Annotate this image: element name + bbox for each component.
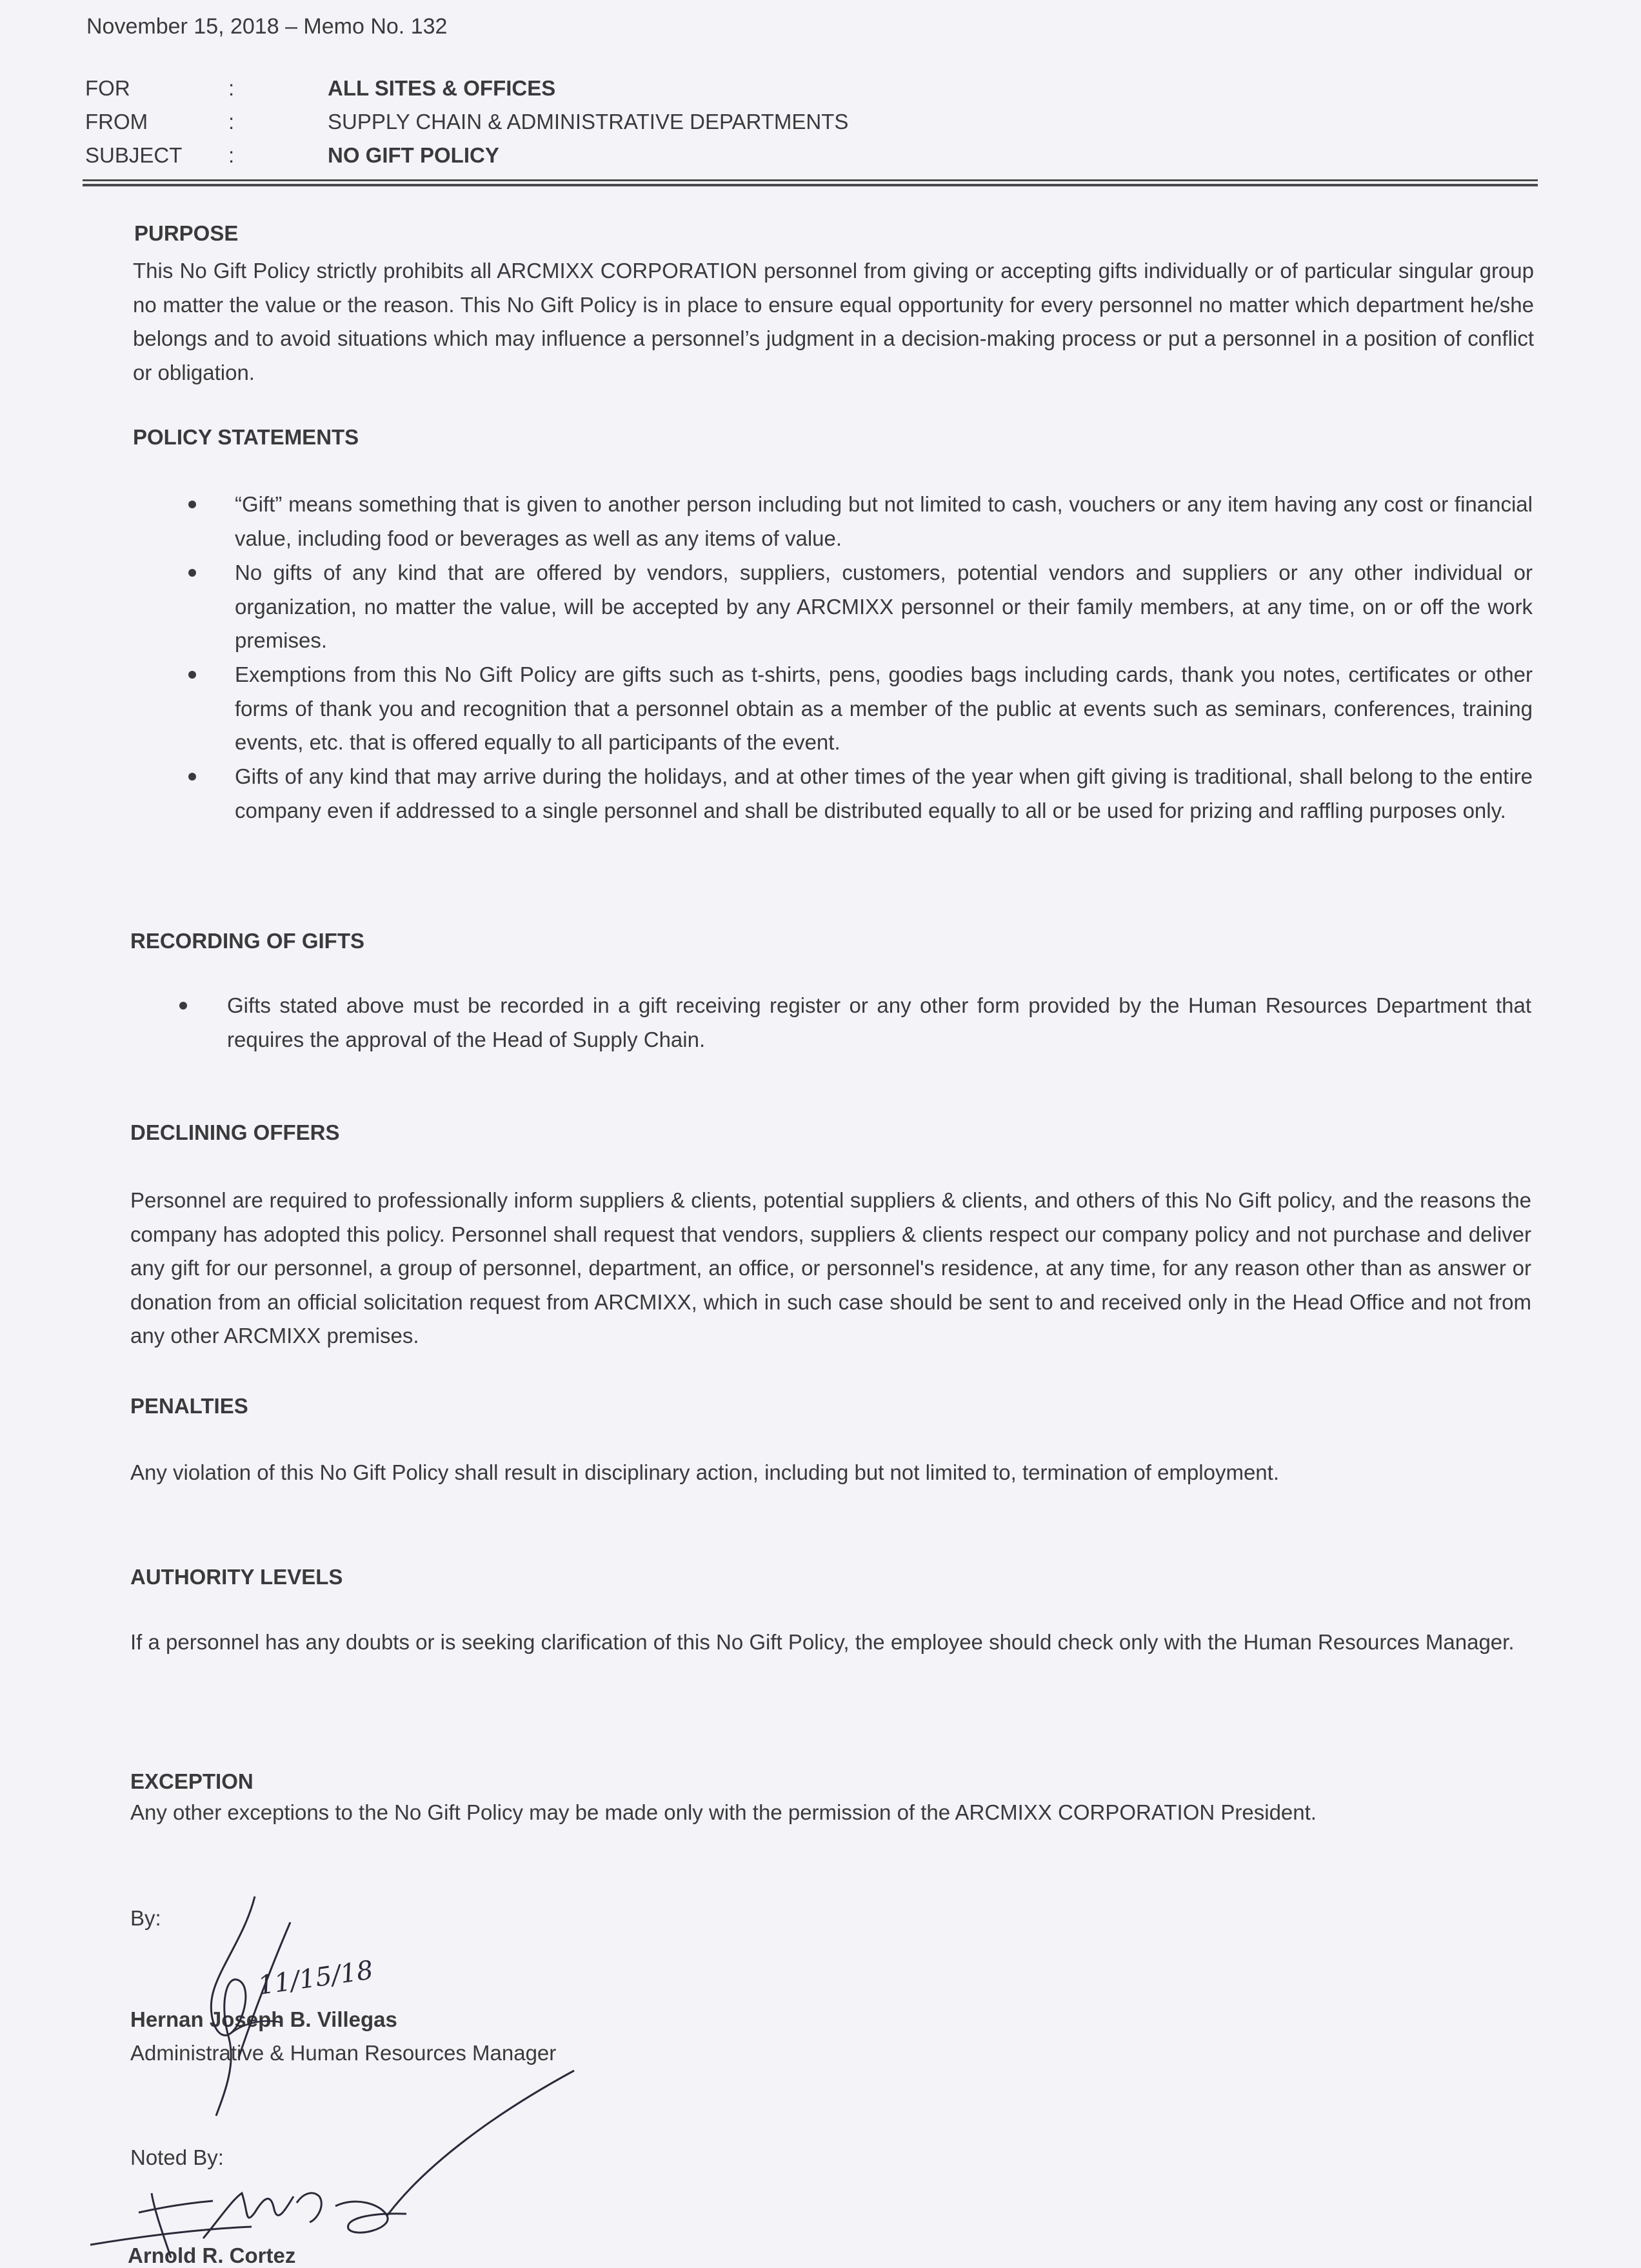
signatory-1-title: Administrative & Human Resources Manager <box>130 2041 557 2065</box>
signatory-2-name: Arnold R. Cortez <box>128 2243 296 2267</box>
header-divider-top <box>83 179 1538 181</box>
header-value-from: SUPPLY CHAIN & ADMINISTRATIVE DEPARTMENTS <box>328 110 849 134</box>
signature-date: 11/15/18 <box>255 1955 375 2001</box>
header-value-subject: NO GIFT POLICY <box>328 143 499 167</box>
authority-text: If a personnel has any doubts or is seeking clarification of this No Gift Policy, the employee should check only with the Human Resources Manager. <box>130 1630 1515 1654</box>
bullet-dot <box>179 1002 187 1010</box>
noted-by-label: Noted By: <box>130 2145 224 2169</box>
header-divider-bottom <box>83 184 1538 186</box>
signature-cortez <box>84 2051 574 2260</box>
bullet-dot <box>188 773 196 781</box>
header-label: FROM <box>85 110 148 134</box>
bullet-dot <box>188 569 196 577</box>
exception-text: Any other exceptions to the No Gift Policy may be made only with the permission of the ARCMIXX CORPORATION President. <box>130 1800 1317 1824</box>
memo-date-line: November 15, 2018 – Memo No. 132 <box>86 14 448 39</box>
header-colon: : <box>228 76 235 100</box>
recording-heading: RECORDING OF GIFTS <box>130 929 364 953</box>
header-label: SUBJECT <box>85 143 183 167</box>
header-value-for: ALL SITES & OFFICES <box>328 76 556 100</box>
policy-item-gift-definition: “Gift” means something that is given to another person including but not limited to cash, vouchers or any item having any cost or financial value, including food or beverages as well as any items of value. <box>235 492 1533 550</box>
declining-text: Personnel are required to professionally inform suppliers & clients, potential suppliers & clients, and others of this No Gift policy, and the reasons the company has adopted this policy. Personnel shall request that vendors, suppliers & clients respect our company policy and not purchase and deliver any gift for our personnel, a group of personnel, department, an office, or personnel's residence, at any time, for any reason other than as answer or donation from an official solicitation request from ARCMIXX, which in such case should be sent to and received only in the Head Office and not from any other ARCMIXX premises. <box>130 1188 1531 1348</box>
policy-item-holiday-gifts: Gifts of any kind that may arrive during the holidays, and at other times of the year when gift giving is traditional, shall belong to the entire company even if addressed to a single personnel and shall be distributed equally to all or be used for prizing and raffling purposes only. <box>235 764 1533 822</box>
signatory-1-name: Hernan Joseph B. Villegas <box>130 2007 397 2031</box>
policy-item-exemptions: Exemptions from this No Gift Policy are gifts such as t-shirts, pens, goodies bags including cards, thank you notes, certificates or other forms of thank you and recognition that a personnel obtain as a member of the public at events such as seminars, conferences, training events, etc. that is offered equally to all participants of the event. <box>235 662 1533 754</box>
recording-item: Gifts stated above must be recorded in a gift receiving register or any other form provided by the Human Resources Department that requires the approval of the Head of Supply Chain. <box>227 993 1531 1051</box>
bullet-dot <box>188 501 196 508</box>
penalties-text: Any violation of this No Gift Policy shall result in disciplinary action, including but not limited to, termination of employment. <box>130 1460 1280 1484</box>
declining-heading: DECLINING OFFERS <box>130 1120 340 1144</box>
policy-statements-heading: POLICY STATEMENTS <box>133 425 359 449</box>
purpose-text: This No Gift Policy strictly prohibits all ARCMIXX CORPORATION personnel from giving or accepting gifts individually or of particular singular group no matter the value or the reason. This No Gift Policy is in place to ensure equal opportunity for every personnel no matter which department he/she belongs and to avoid situations which may influence a personnel’s judgment in a decision-making process or put a personnel in a position of conflict or obligation. <box>133 259 1534 384</box>
header-colon: : <box>228 110 235 134</box>
authority-heading: AUTHORITY LEVELS <box>130 1565 343 1589</box>
penalties-heading: PENALTIES <box>130 1394 248 1418</box>
policy-item-no-gifts: No gifts of any kind that are offered by vendors, suppliers, customers, potential vendors and suppliers or any other individual or organization, no matter the value, will be accepted by any ARCMIXX personnel or their family members, at any time, on or off the work premises. <box>235 561 1533 652</box>
purpose-heading: PURPOSE <box>134 221 239 245</box>
exception-heading: EXCEPTION <box>130 1769 254 1793</box>
header-colon: : <box>228 143 235 167</box>
bullet-dot <box>188 671 196 679</box>
header-label: FOR <box>85 76 130 100</box>
by-label: By: <box>130 1906 161 1930</box>
